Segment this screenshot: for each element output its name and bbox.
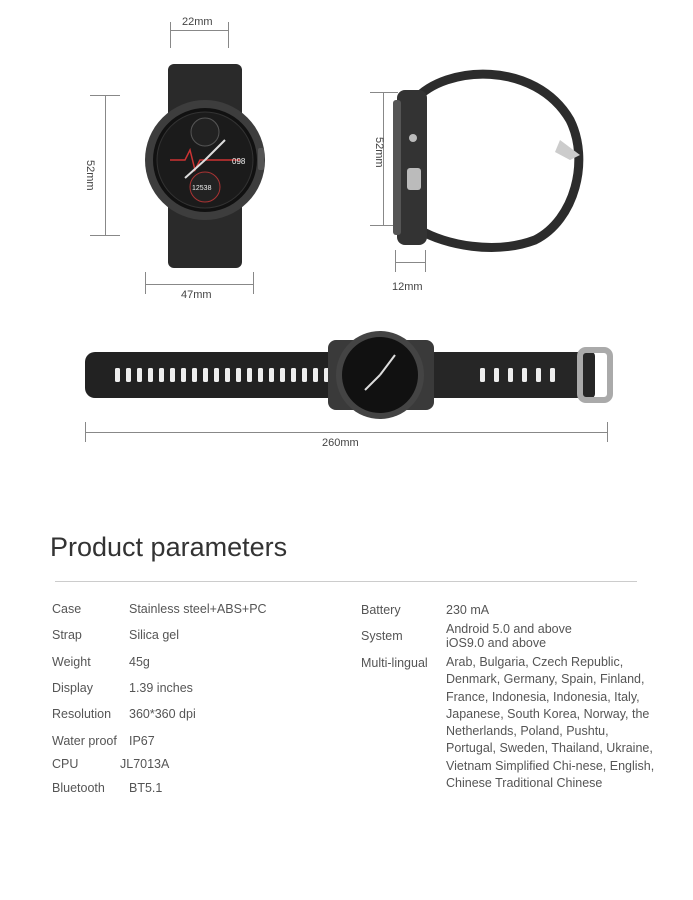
strap-hole xyxy=(494,368,499,382)
strap-hole xyxy=(302,368,307,382)
strap-hole xyxy=(480,368,485,382)
watch-front-image xyxy=(140,60,270,272)
strap-hole xyxy=(247,368,252,382)
strap-hole xyxy=(522,368,527,382)
case-height-label: 52mm xyxy=(84,160,96,191)
dimension-line xyxy=(395,262,425,263)
strap-hole xyxy=(550,368,555,382)
strap-hole xyxy=(181,368,186,382)
dimension-tick xyxy=(145,272,146,294)
dimension-tick xyxy=(90,95,120,96)
spec-label: System xyxy=(361,629,403,643)
total-length-label: 260mm xyxy=(322,437,359,449)
spec-label: Weight xyxy=(52,655,91,669)
strap-hole xyxy=(137,368,142,382)
dimension-tick xyxy=(170,22,171,48)
strap-hole xyxy=(159,368,164,382)
spec-value: BT5.1 xyxy=(129,781,163,795)
strap-hole xyxy=(203,368,208,382)
spec-value: IP67 xyxy=(129,734,155,748)
section-title: Product parameters xyxy=(50,532,288,562)
spec-value-languages: Arab, Bulgaria, Czech Republic, Denmark, Germany, Spain, Finland, France, Indonesia, Indonesia, Italy, Japanese, South Korea, Norway, the Netherlands, Poland, Pushtu, Portugal, Sweden, Thailand, Ukraine, Vietnam Simplified Chi-nese, English, Chinese Traditional Chinese xyxy=(446,655,655,791)
strap-hole xyxy=(170,368,175,382)
case-width-label: 47mm xyxy=(181,289,212,301)
steps-value: 12538 xyxy=(192,185,212,192)
strap-hole xyxy=(508,368,513,382)
spec-value: 1.39 inches xyxy=(129,681,193,695)
watch-side-image xyxy=(385,60,595,260)
dimension-tick xyxy=(85,422,86,442)
side-height-label: 52mm xyxy=(373,137,385,168)
spec-value: 360*360 dpi xyxy=(129,707,196,721)
spec-value: Android 5.0 and above xyxy=(446,622,572,636)
strap-hole xyxy=(115,368,120,382)
strap-hole xyxy=(192,368,197,382)
strap-hole xyxy=(225,368,230,382)
spec-value: iOS9.0 and above xyxy=(446,636,547,650)
spec-label: Display xyxy=(52,681,93,695)
spec-value: JL7013A xyxy=(120,757,170,771)
strap-hole xyxy=(236,368,241,382)
strap-hole xyxy=(536,368,541,382)
spec-label: Battery xyxy=(361,603,401,617)
dimension-tick xyxy=(228,22,229,48)
strap-hole xyxy=(214,368,219,382)
watch-strap-image xyxy=(80,330,615,420)
strap-hole xyxy=(313,368,318,382)
band-width-label: 22mm xyxy=(182,16,213,28)
spec-label: Resolution xyxy=(52,707,112,721)
thickness-label: 12mm xyxy=(392,281,423,293)
dimension-line xyxy=(85,432,607,433)
strap-hole xyxy=(126,368,131,382)
dimension-tick xyxy=(90,235,120,236)
dimension-tick xyxy=(607,422,608,442)
dimension-line xyxy=(105,95,106,235)
spec-label: Water proof xyxy=(52,734,117,748)
dimension-line xyxy=(170,30,228,31)
strap-hole xyxy=(280,368,285,382)
spec-value: Silica gel xyxy=(129,628,180,642)
strap-hole xyxy=(148,368,153,382)
spec-value: 230 mA xyxy=(446,603,490,617)
spec-label: CPU xyxy=(52,757,79,771)
divider xyxy=(55,581,637,582)
heart-rate-value: 098 xyxy=(232,157,246,166)
spec-value: Stainless steel+ABS+PC xyxy=(129,602,267,616)
spec-label: Multi-lingual xyxy=(361,656,428,670)
strap-hole xyxy=(269,368,274,382)
spec-label: Bluetooth xyxy=(52,781,105,795)
spec-label: Strap xyxy=(52,628,82,642)
strap-hole xyxy=(291,368,296,382)
dimension-line xyxy=(145,284,253,285)
strap-hole xyxy=(258,368,263,382)
spec-label: Case xyxy=(52,602,82,616)
dimension-tick xyxy=(253,272,254,294)
spec-value: 45g xyxy=(129,655,150,669)
